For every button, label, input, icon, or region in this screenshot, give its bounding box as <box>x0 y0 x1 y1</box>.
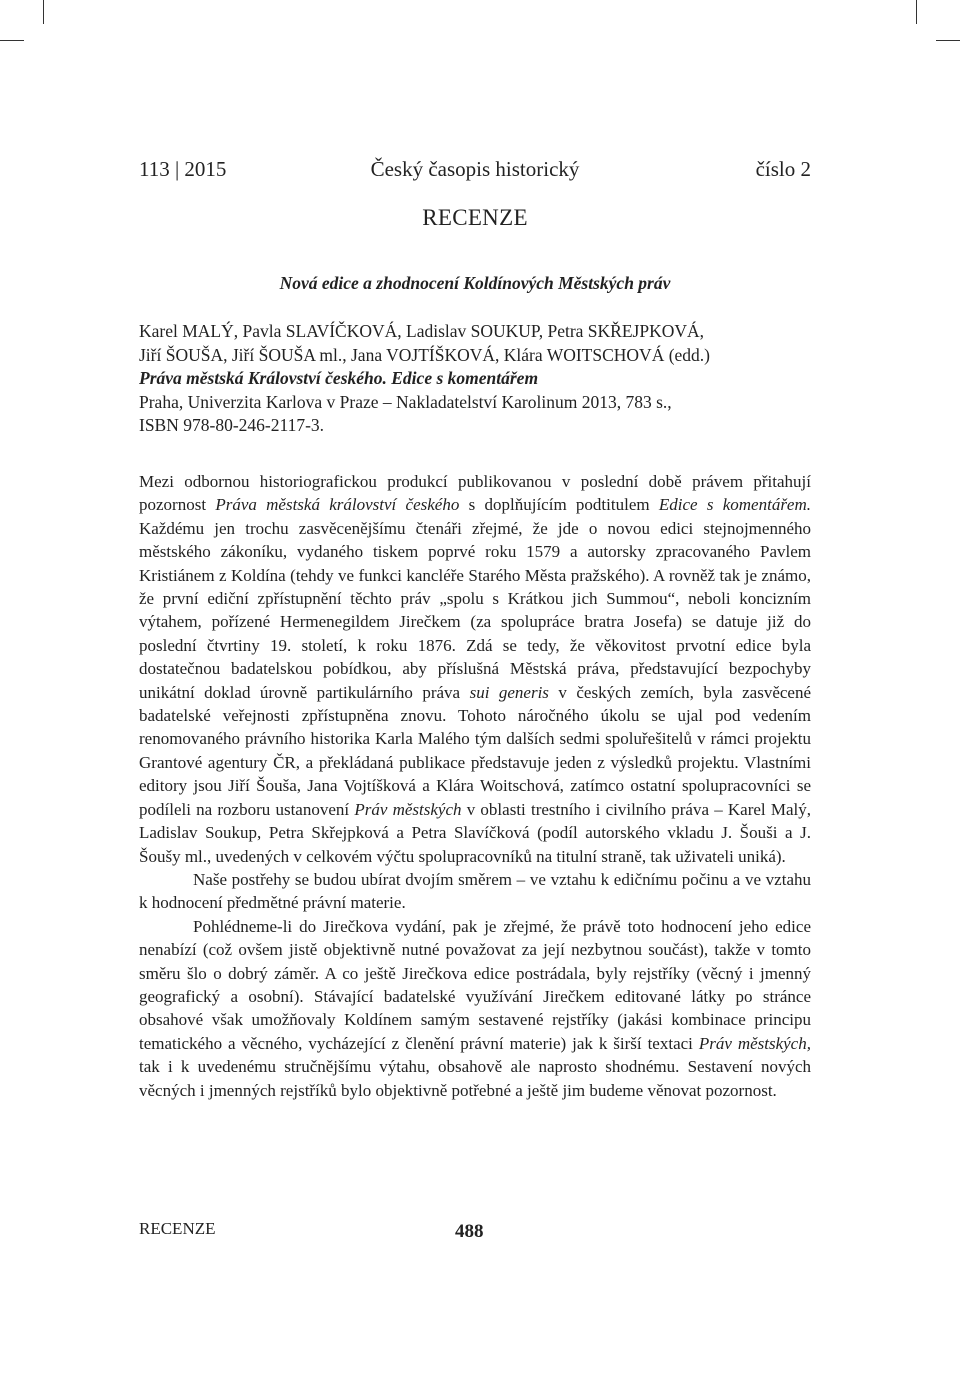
footer-section-label: RECENZE <box>139 1219 216 1238</box>
page-number: 488 <box>455 1221 484 1242</box>
running-header <box>139 157 811 187</box>
journal-title: Český časopis historický <box>370 157 580 181</box>
paragraph <box>139 470 811 868</box>
text-run: v českých zemích, byla zasvěcené badatelské veřejnosti zpřístupněna znovu. Tohoto náročného úkolu se ujal pod vedením renomovaného právního historika Karla Malého tým dalších sedmi spoluřešitelů v rámci projektu Grantové agentury ČR, a překládaná publikace představuje jeden z výsledků projektu. Vlastními editory jsou Jiří Šouša, Jana Vojtíšková a Klára Woitschová, zatímco ostatní spolupracovníci se podíleli na rozboru ustanovení <box>139 682 812 819</box>
section-title: RECENZE <box>422 205 528 230</box>
italic-title: Práv městských, <box>698 1033 811 1053</box>
issue-number: číslo 2 <box>755 157 811 181</box>
crop-mark-top-right <box>936 40 960 41</box>
crop-mark-top-right <box>916 0 917 24</box>
authors-line: Jiří ŠOUŠA, Jiří ŠOUŠA ml., Jana VOJTÍŠKOVÁ, Klára WOITSCHOVÁ (edd.) <box>139 344 711 365</box>
bibliographic-entry <box>139 320 819 438</box>
publisher-info: Praha, Univerzita Karlova v Praze – Nakladatelství Karolinum 2013, 783 s., <box>139 391 672 412</box>
authors-line: Karel MALÝ, Pavla SLAVÍČKOVÁ, Ladislav SOUKUP, Petra SKŘEJPKOVÁ, <box>139 321 705 341</box>
isbn: ISBN 978-80-246-2117-3. <box>139 415 325 436</box>
review-body <box>139 470 811 1102</box>
italic-title: Práv městských <box>354 799 462 819</box>
book-title: Práva městská Království českého. Edice s komentářem <box>139 368 539 389</box>
text-run: Každému jen trochu zasvěcenějšímu čtenáři zřejmé, že jde o novou edici stejnojmenného městského zákoníku, vydaného tiskem poprvé roku 1579 a autorsky zpracovaného Pavlem Kristiánem z Koldína (tehdy ve funkci kancléře Starého Města pražského). A rovněž tak je známo, že první ediční zpřístupnění těchto práv „spolu s Krátkou jich Summou“, neboli koncizním výtahem, pořízené Hermenegildem Jirečkem (za spolupráce bratra Josefa) se datuje již do poslední čtvrtiny 19. století, k roku 1876. Zdá se tedy, že věkovitost prvotní edice byla dostatečnou badatelskou pobídkou, aby příslušná Městská práva, představující bezpochyby unikátní doklad úrovně partikulárního práva <box>139 518 811 702</box>
paragraph <box>139 915 811 1102</box>
italic-latin: sui generis <box>469 682 549 702</box>
paragraph: Naše postřehy se budou ubírat dvojím směrem – ve vztahu k edičnímu počinu a ve vztahu k hodnocení předmětné právní materie. <box>139 869 811 913</box>
text-run: Pohlédneme-li do Jirečkova vydání, pak je zřejmé, že právě toto hodnocení jeho edice nenabízí (což ovšem jistě objektivně nutné považovat za její nezbytnou součást), takže v tomto směru šlo o dobrý záměr. A co ještě Jirečkova edice postrádala, byly rejstříky (věcný i jmenný geografický a osobní). Stávající badatelské využívání Jirečkem editované látky po stránce obsahové však umožňovaly Koldínem samým sestavené rejstříky (jakási kombinace principu tematického a věcného, vycházející z členění právní materie) jak k širší textaci <box>139 916 811 1053</box>
italic-title: Práva městská království českého <box>215 495 460 515</box>
crop-mark-top-left <box>43 0 44 24</box>
volume-year: 113 | 2015 <box>139 157 227 181</box>
italic-subtitle: Edice s komentářem. <box>658 495 812 515</box>
text-run: s doplňujícím podtitulem <box>459 495 659 515</box>
crop-mark-top-left <box>0 40 24 41</box>
text-run: Mezi odbornou historiografickou produkcí publikovanou v poslední době právem přitahují pozornost <box>139 472 811 515</box>
text-run: tak i k uvedenému stručnějšímu výtahu, obsahově ale naprosto shodnému. Sestavení nových věcných i jmenných rejstříků bylo objektivně potřebné a ještě jim budeme věnovat pozornost. <box>139 1057 811 1100</box>
review-title: Nová edice a zhodnocení Koldínových Městských práv <box>279 273 671 293</box>
text-run: v oblasti trestního i civilního práva – Karel Malý, Ladislav Soukup, Petra Skřejpková a Petra Slavíčková (podíl autorského vkladu J. Šouši a J. Šoušy ml., uvedených v celkovém výčtu spolupracovníků na titulní straně, tak uživateli uniká). <box>139 799 811 866</box>
